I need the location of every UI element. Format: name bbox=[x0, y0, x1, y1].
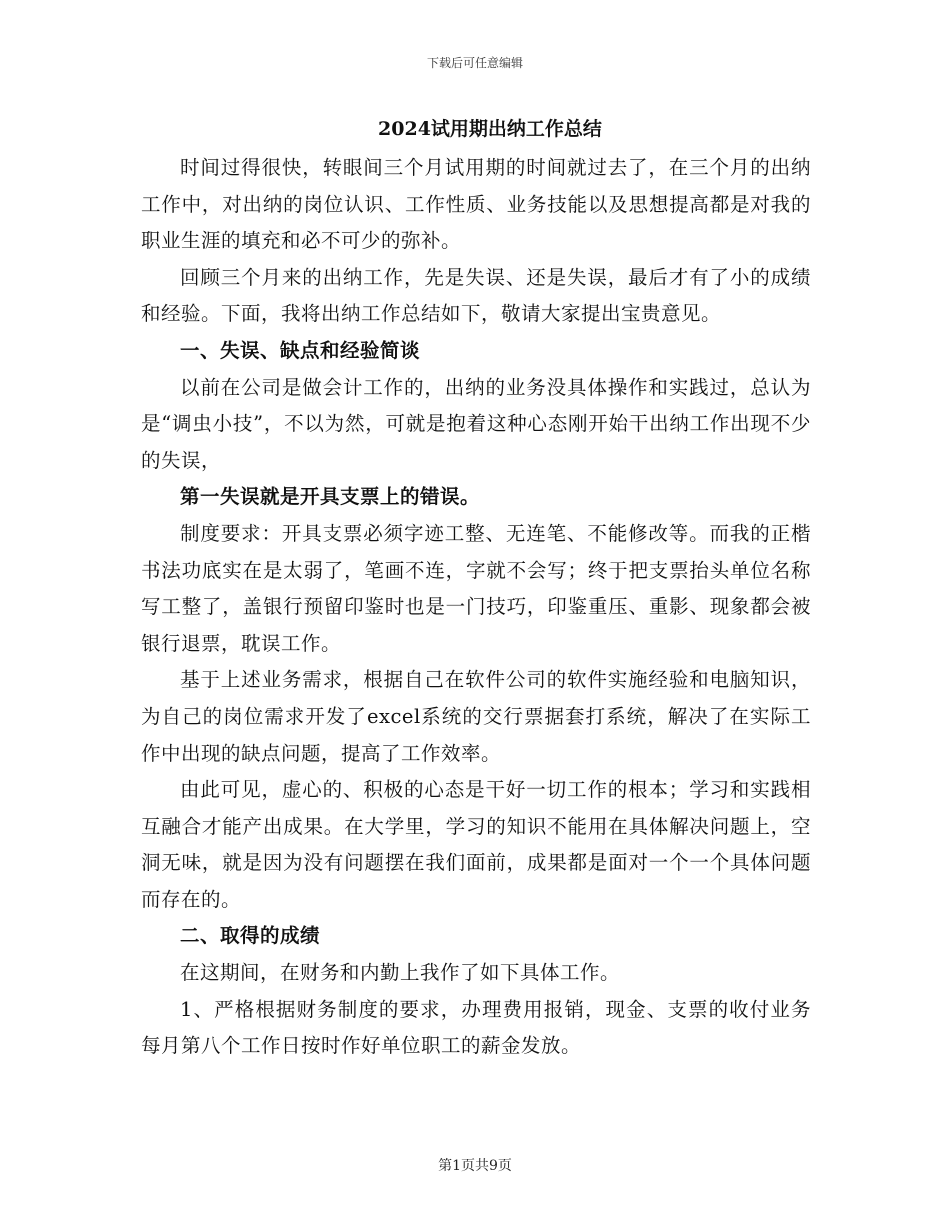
page-footer: 第1页共9页 bbox=[438, 1158, 512, 1174]
section-heading-mistakes: 一、失误、缺点和经验简谈 bbox=[180, 338, 421, 362]
paragraph-item-1: 1、严格根据财务制度的要求，办理费用报销，现金、支票的收付业务每月第八个工作日按时作好单位职工的薪金发放。 bbox=[141, 997, 811, 1058]
paragraph-cheque-rules: 制度要求：开具支票必须字迹工整、无连笔、不能修改等。而我的正楷书法功底实在是太弱了，笔画不连，字就不会写；终于把支票抬头单位名称写工整了，盖银行预留印鉴时也是一门技巧，印鉴重压、重影、现象都会被银行退票，耽误工作。 bbox=[141, 521, 811, 655]
document-body bbox=[141, 112, 811, 1065]
section-heading-achievements: 二、取得的成绩 bbox=[180, 924, 321, 948]
paragraph-period-work: 在这期间，在财务和内勤上我作了如下具体工作。 bbox=[180, 961, 621, 985]
paragraph-attitude: 由此可见，虚心的、积极的心态是干好一切工作的根本；学习和实践相互融合才能产出成果。在大学里，学习的知识不能用在具体解决问题上，空洞无味，就是因为没有问题摆在我们面前，成果都是面对一个一个具体问题而存在的。 bbox=[141, 778, 811, 911]
subheading-first-mistake: 第一失误就是开具支票上的错误。 bbox=[180, 485, 481, 509]
header-note: 下载后可任意编辑 bbox=[426, 56, 523, 70]
paragraph-background: 以前在公司是做会计工作的，出纳的业务没具体操作和实践过，总认为是“调虫小技”，不以为然，可就是抱着这种心态刚开始干出纳工作出现不少的失误， bbox=[141, 375, 811, 472]
paragraph-excel-system: 基于上述业务需求，根据自己在软件公司的软件实施经验和电脑知识，为自己的岗位需求开发了excel系统的交行票据套打系统，解决了在实际工作中出现的缺点问题，提高了工作效率。 bbox=[141, 668, 811, 765]
document-title: 2024试用期出纳工作总结 bbox=[378, 118, 602, 140]
paragraph-review: 回顾三个月来的出纳工作，先是失误、还是失误，最后才有了小的成绩和经验。下面，我将出纳工作总结如下，敬请大家提出宝贵意见。 bbox=[141, 265, 811, 326]
paragraph-intro: 时间过得很快，转眼间三个月试用期的时间就过去了，在三个月的出纳工作中，对出纳的岗位认识、工作性质、业务技能以及思想提高都是对我的职业生涯的填充和必不可少的弥补。 bbox=[141, 156, 811, 253]
